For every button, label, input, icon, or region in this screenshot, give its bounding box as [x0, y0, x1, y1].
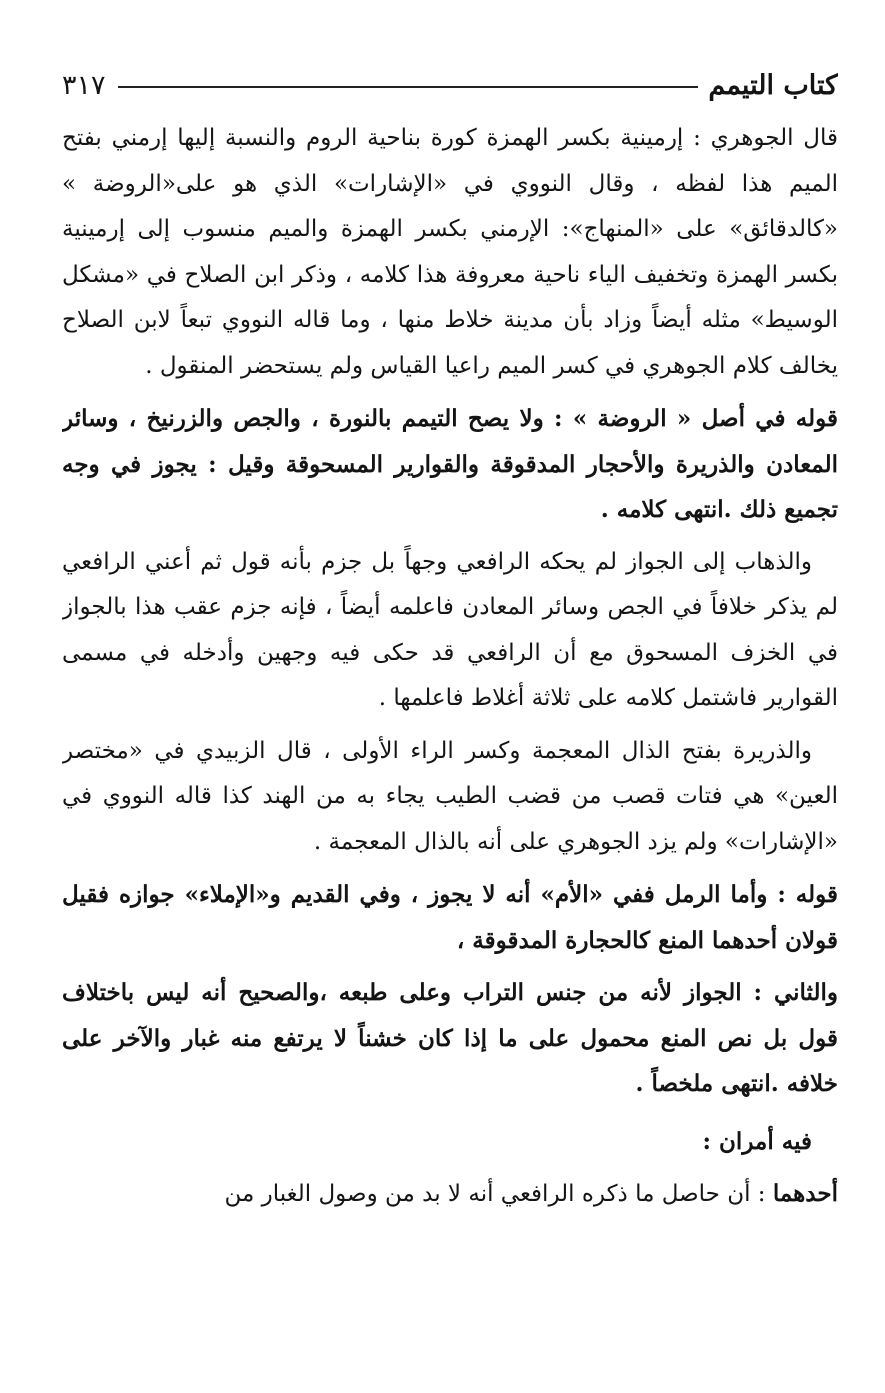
page-number: ٣١٧ [62, 69, 106, 101]
paragraph-jawhari: قال الجوهري : إرمينية بكسر الهمزة كورة بناحية الروم والنسبة إليها إرمني بفتح الميم هذا لفظه ، وقال النووي في «الإشارات» الذي هو على«الروضة » «كالدقائق» على «المنهاج»: الإرمني بكسر الهمزة والميم منسوب إلى إرمينية بكسر الهمزة وتخفيف الياء ناحية معروفة هذا كلامه ، وذكر ابن الصلاح في «مشكل الوسيط» مثله أيضاً وزاد بأن مدينة خلاط منها ، وما قاله النووي تبعاً لابن الصلاح يخالف كلام الجوهري في كسر الميم راعيا القياس ولم يستحضر المنقول . [62, 125, 838, 379]
header-rule [118, 86, 699, 88]
paragraph-commentary-jawaz: والذهاب إلى الجواز لم يحكه الرافعي وجهاً بل جزم بأنه قول ثم أعني الرافعي لم يذكر خلافاً في الجص وسائر المعادن فاعلمه أيضاً ، فإنه جزم عقب هذا بالجواز في الخزف المسحوق مع أن الرافعي قد حكى فيه وجهين وأدخله في مسمى القوارير فاشتمل كلامه على ثلاثة أغلاط فاعلمها . [62, 548, 838, 711]
first-matter-text: : أن حاصل ما ذكره الرافعي أنه لا بد من وصول الغبار من [224, 1181, 773, 1207]
paragraph-quote-second: والثاني : الجواز لأنه من جنس التراب وعلى طبعه ،والصحيح أنه ليس باختلاف قول بل نص المنع محمول على ما إذا كان خشناً لا يرتفع منه غبار والآخر على خلافه .انتهى ملخصاً . [62, 979, 838, 1097]
paragraph-two-matters: فيه أمران : [702, 1127, 812, 1155]
paragraph-first-matter [62, 1171, 838, 1218]
first-matter-label: أحدهما [772, 1180, 838, 1207]
paragraph-dhariira: والذريرة بفتح الذال المعجمة وكسر الراء الأولى ، قال الزبيدي في «مختصر العين» هي فتات قصب من قضب الطيب يجاء به من الهند كذا قاله النووي في «الإشارات» ولم يزد الجوهري على أنه بالذال المعجمة . [62, 737, 838, 855]
paragraph-quote-rawda: قوله في أصل « الروضة » : ولا يصح التيمم بالنورة ، والجص والزرنيخ ، وسائر المعادن والذريرة والأحجار المدقوقة والقوارير المسحوقة وقيل : يجوز في وجه تجميع ذلك .انتهى كلامه . [62, 405, 838, 523]
chapter-title: كتاب التيمم [708, 69, 838, 101]
paragraph-quote-raml: قوله : وأما الرمل ففي «الأم» أنه لا يجوز ، وفي القديم و«الإملاء» جوازه فقيل قولان أحدهما المنع كالحجارة المدقوقة ، [62, 881, 838, 954]
running-header [62, 64, 838, 106]
book-page [62, 64, 838, 1374]
